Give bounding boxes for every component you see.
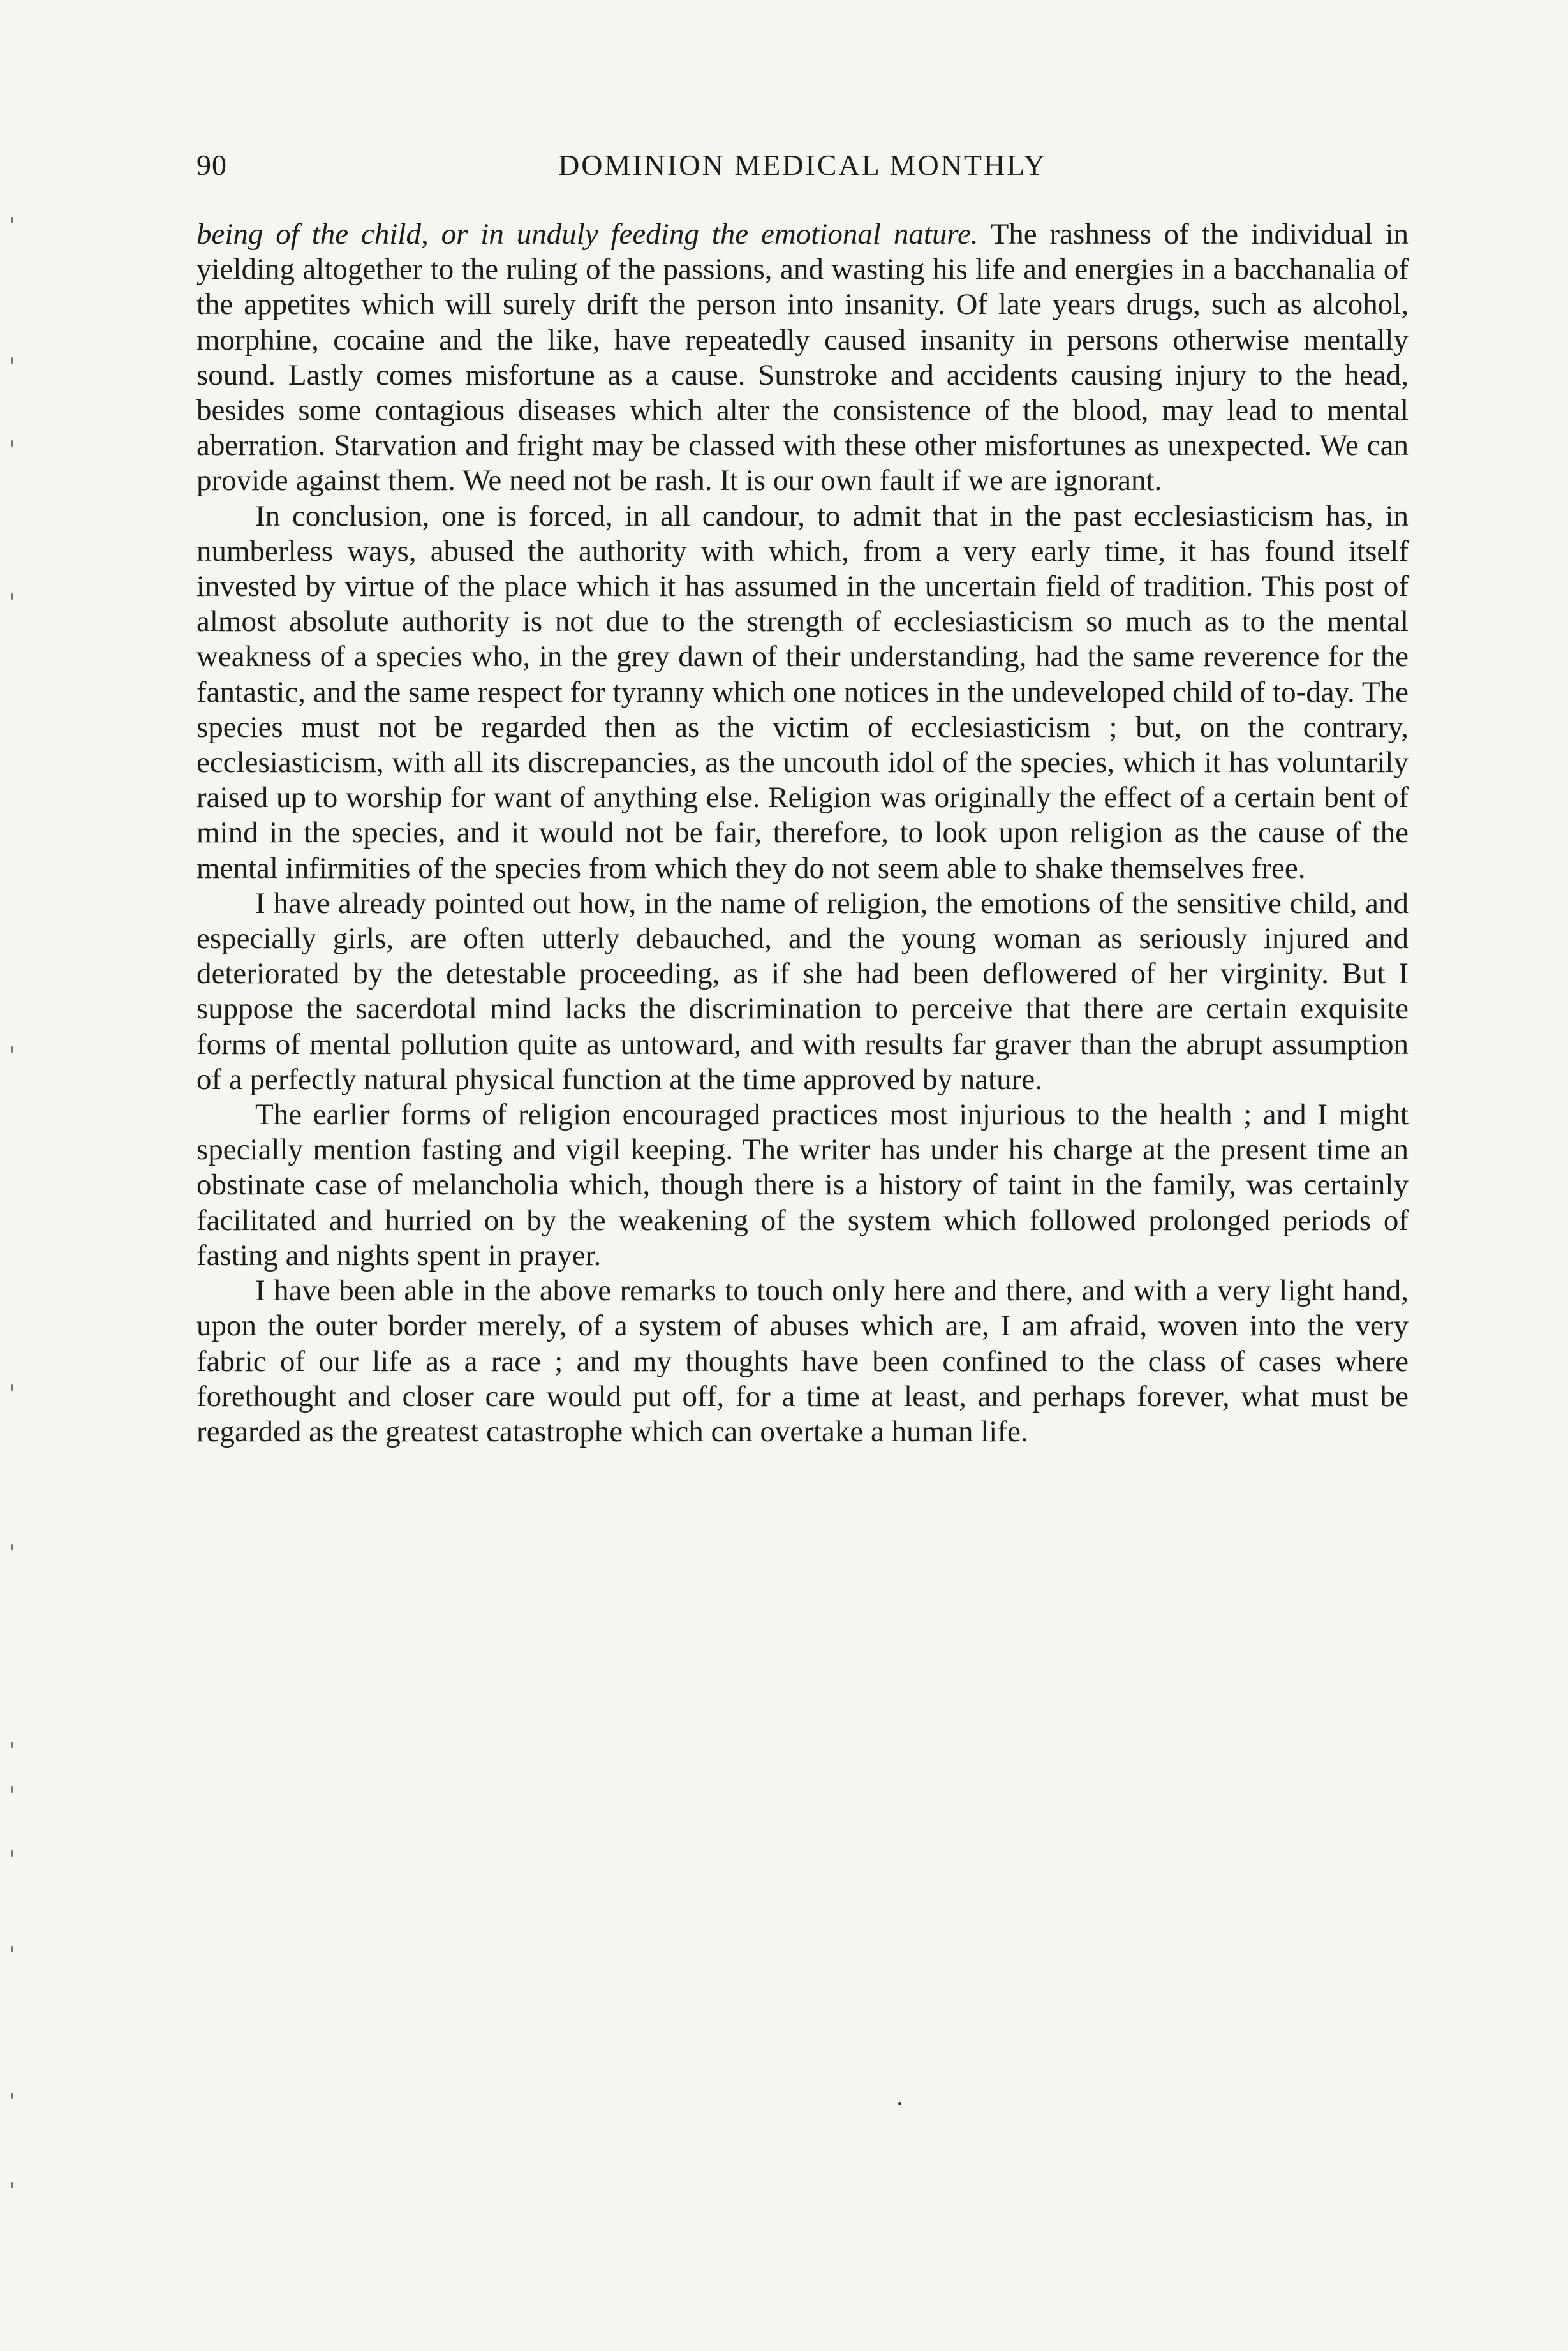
left-margin-specks bbox=[0, 0, 38, 2351]
paragraph-3: I have already pointed out how, in the name of religion, the emotions of the sensitive child, and especially girls, are often utterly debauched, and the young woman as seriously injured and deteriorated by the detestable proceeding, as if she had been deflowered of her virginity. But I suppose the sacerdotal mind lacks the discrimination to perceive that there are certain exquisite forms of mental pollution quite as untoward, and with results far graver than the abrupt assumption of a perfectly natural physical function at the time approved by nature. bbox=[196, 886, 1409, 1096]
paragraph-4: The earlier forms of religion encouraged practices most injurious to the health ; and I might specially mention fasting and vigil keeping. The writer has under his charge at the present time an obstinate case of melancholia which, though there is a history of taint in the family, was certainly facilitated and hurried on by the weakening of the system which followed prolonged periods of fasting and nights spent in prayer. bbox=[196, 1098, 1409, 1272]
page-header bbox=[196, 148, 1409, 193]
article-body bbox=[196, 217, 1409, 1450]
paragraph-1-italic-lead: being of the child, or in unduly feeding the emotional nature. bbox=[196, 218, 979, 251]
running-title: DOMINION MEDICAL MONTHLY bbox=[558, 149, 1047, 181]
paragraph-1-text: The rashness of the individual in yielding altogether to the ruling of the passions, and wasting his life and energies in a bacchanalia of the appetites which will surely drift the person into insanity. Of late years drugs, such as alcohol, morphine, cocaine and the like, have repeatedly caused insanity in persons otherwise mentally sound. Lastly comes misfortune as a cause. Sunstroke and accidents causing injury to the head, besides some contagious diseases which alter the consistence of the blood, may lead to mental aberration. Starvation and fright may be classed with these other misfortunes as unexpected. We can provide against them. We need not be rash. It is our own fault if we are ignorant. bbox=[196, 218, 1409, 498]
paragraph-1 bbox=[196, 217, 1409, 499]
printer-speck bbox=[898, 2102, 901, 2105]
page-number: 90 bbox=[196, 149, 227, 181]
paragraph-5: I have been able in the above remarks to touch only here and there, and with a very light hand, upon the outer border merely, of a system of abuses which are, I am afraid, woven into the very fabric of our life as a race ; and my thoughts have been confined to the class of cases where forethought and closer care would put off, for a time at least, and perhaps forever, what must be regarded as the greatest catastrophe which can overtake a human life. bbox=[196, 1274, 1409, 1448]
paragraph-2: In conclusion, one is forced, in all candour, to admit that in the past ecclesiasticism has, in numberless ways, abused the authority with which, from a very early time, it has found itself invested by virtue of the place which it has assumed in the uncertain field of tradition. This post of almost absolute authority is not due to the strength of ecclesiasticism so much as to the mental weakness of a species who, in the grey dawn of their understanding, had the same reverence for the fantastic, and the same respect for tyranny which one notices in the undeveloped child of to-day. The species must not be regarded then as the victim of ecclesiasticism ; but, on the contrary, ecclesiasticism, with all its discrepancies, as the uncouth idol of the species, which it has voluntarily raised up to worship for want of anything else. Religion was originally the effect of a certain bent of mind in the species, and it would not be fair, therefore, to look upon religion as the cause of the mental infirmities of the species from which they do not seem able to shake themselves free. bbox=[196, 499, 1409, 885]
